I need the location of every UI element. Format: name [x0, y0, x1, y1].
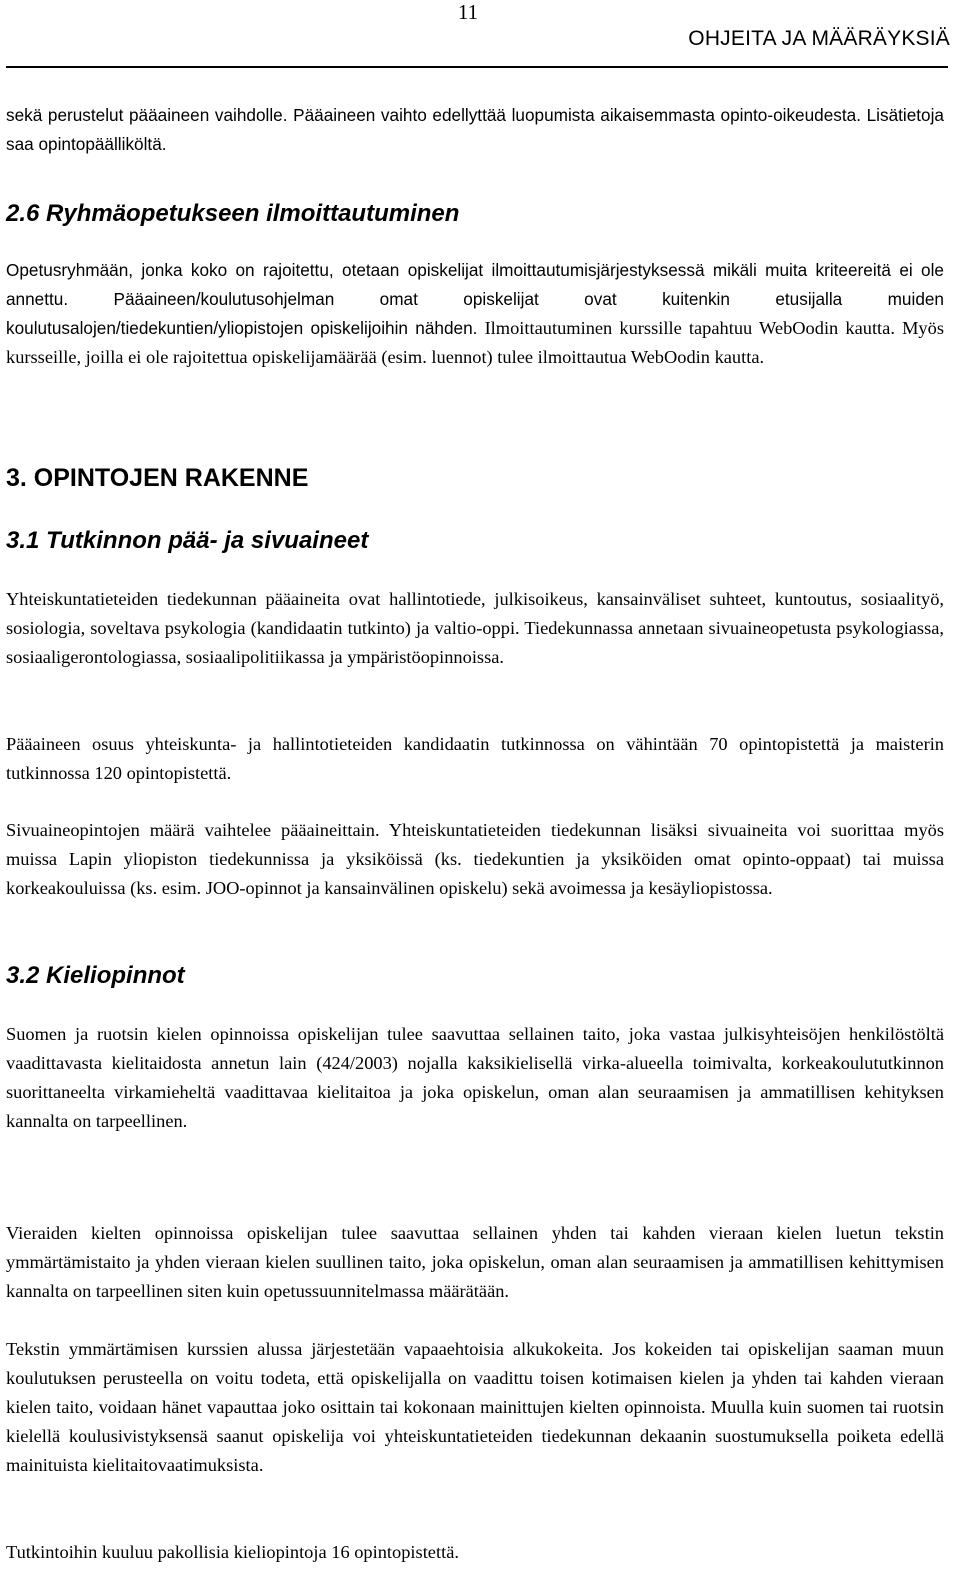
intro-paragraph: sekä perustelut pääaineen vaihdolle. Pääaineen vaihto edellyttää luopumista aikaisemmasta opinto-oikeudesta. Lisätietoja saa opintopäälliköltä. — [6, 105, 944, 154]
chapter-3-heading: 3. OPINTOJEN RAKENNE — [6, 464, 309, 492]
section-2-6-paragraph-serif: Ilmoittautuminen kurssille tapahtuu WebOodin kautta. Myös kursseille, joilla ei ole rajoitettua opiskelijamäärää (esim. luennot) tulee ilmoittautua WebOodin kautta. — [6, 318, 944, 367]
header-rule — [6, 66, 948, 68]
page-number: 11 — [457, 0, 479, 24]
section-3-1-paragraph-3: Sivuaineopintojen määrä vaihtelee pääaineittain. Yhteiskuntatieteiden tiedekunnan lisäksi sivuaineita voi suorittaa myös muissa Lapin yliopiston tiedekunnissa ja yksiköissä (ks. tiedekuntien ja yksiköiden omat opinto-oppaat) tai muissa korkeakouluissa (ks. esim. JOO-opinnot ja kansainvälinen opiskelu) sekä avoimessa ja kesäyliopistossa. — [6, 820, 944, 898]
section-2-6-paragraph — [6, 256, 944, 372]
section-3-1-paragraph-2: Pääaineen osuus yhteiskunta- ja hallintotieteiden kandidaatin tutkinnossa on vähintään 70 opintopistettä ja maisterin tutkinnossa 120 opintopistettä. — [6, 734, 944, 783]
section-3-2-paragraph-3: Tekstin ymmärtämisen kurssien alussa järjestetään vapaaehtoisia alkukokeita. Jos kokeiden tai opiskelijan saaman muun koulutuksen perusteella on voitu todeta, että opiskelijalla on vaadittu toisen kotimaisen kielen ja yhden tai kahden vieraan kielen taito, voidaan hänet vapauttaa joko osittain tai kokonaan mainittujen kielten opinnoista. Muulla kuin suomen tai ruotsin kielellä koulusivistyksensä saanut opiskelija voi yhteiskuntatieteiden tiedekunnan dekaanin suostumuksella poiketa edellä mainituista kielitaitovaatimuksista. — [6, 1339, 944, 1475]
section-3-2-paragraph-4: Tutkintoihin kuuluu pakollisia kieliopintoja 16 opintopistettä. — [6, 1542, 459, 1562]
section-2-6-paragraph-sans: Opetusryhmään, jonka koko on rajoitettu, otetaan opiskelijat ilmoittautumisjärjestyksessä mikäli muita kriteereitä ei ole annettu. Pääaineen/koulutusohjelman omat opiskelijat ovat kuitenkin etusijalla muiden koulutusalojen/tiedekuntien/yliopistojen opiskelijoihin nähden. — [6, 260, 944, 338]
running-header: OHJEITA JA MÄÄRÄYKSIÄ — [688, 27, 950, 50]
section-2-6-heading: 2.6 Ryhmäopetukseen ilmoittautuminen — [6, 200, 460, 227]
section-3-1-heading: 3.1 Tutkinnon pää- ja sivuaineet — [6, 527, 369, 554]
section-3-2-paragraph-1: Suomen ja ruotsin kielen opinnoissa opiskelijan tulee saavuttaa sellainen taito, joka vastaa julkisyhteisöjen henkilöstöltä vaadittavasta kielitaidosta annetun lain (424/2003) nojalla kaksikielisellä virka-alueella toimivalta, korkeakoulututkinnon suorittaneelta virkamieheltä vaadittavaa kielitaitoa ja joka opiskelun, oman alan seuraamisen ja ammatillisen kehityksen kannalta on tarpeellinen. — [6, 1024, 944, 1131]
section-3-1-paragraph-1: Yhteiskuntatieteiden tiedekunnan pääaineita ovat hallintotiede, julkisoikeus, kansainväliset suhteet, kuntoutus, sosiaalityö, sosiologia, soveltava psykologia (kandidaatin tutkinto) ja valtio-oppi. Tiedekunnassa annetaan sivuaineopetusta psykologiassa, sosiaaligerontologiassa, sosiaalipolitiikassa ja ympäristöopinnoissa. — [6, 589, 944, 667]
section-3-2-paragraph-2: Vieraiden kielten opinnoissa opiskelijan tulee saavuttaa sellainen yhden tai kahden vieraan kielen luetun tekstin ymmärtämistaito ja yhden vieraan kielen suullinen taito, joka opiskelun, oman alan seuraamisen ja ammatillisen kehittymisen kannalta on tarpeellinen siten kuin opetussuunnitelmassa määrätään. — [6, 1223, 944, 1301]
section-3-2-heading: 3.2 Kieliopinnot — [6, 962, 185, 989]
